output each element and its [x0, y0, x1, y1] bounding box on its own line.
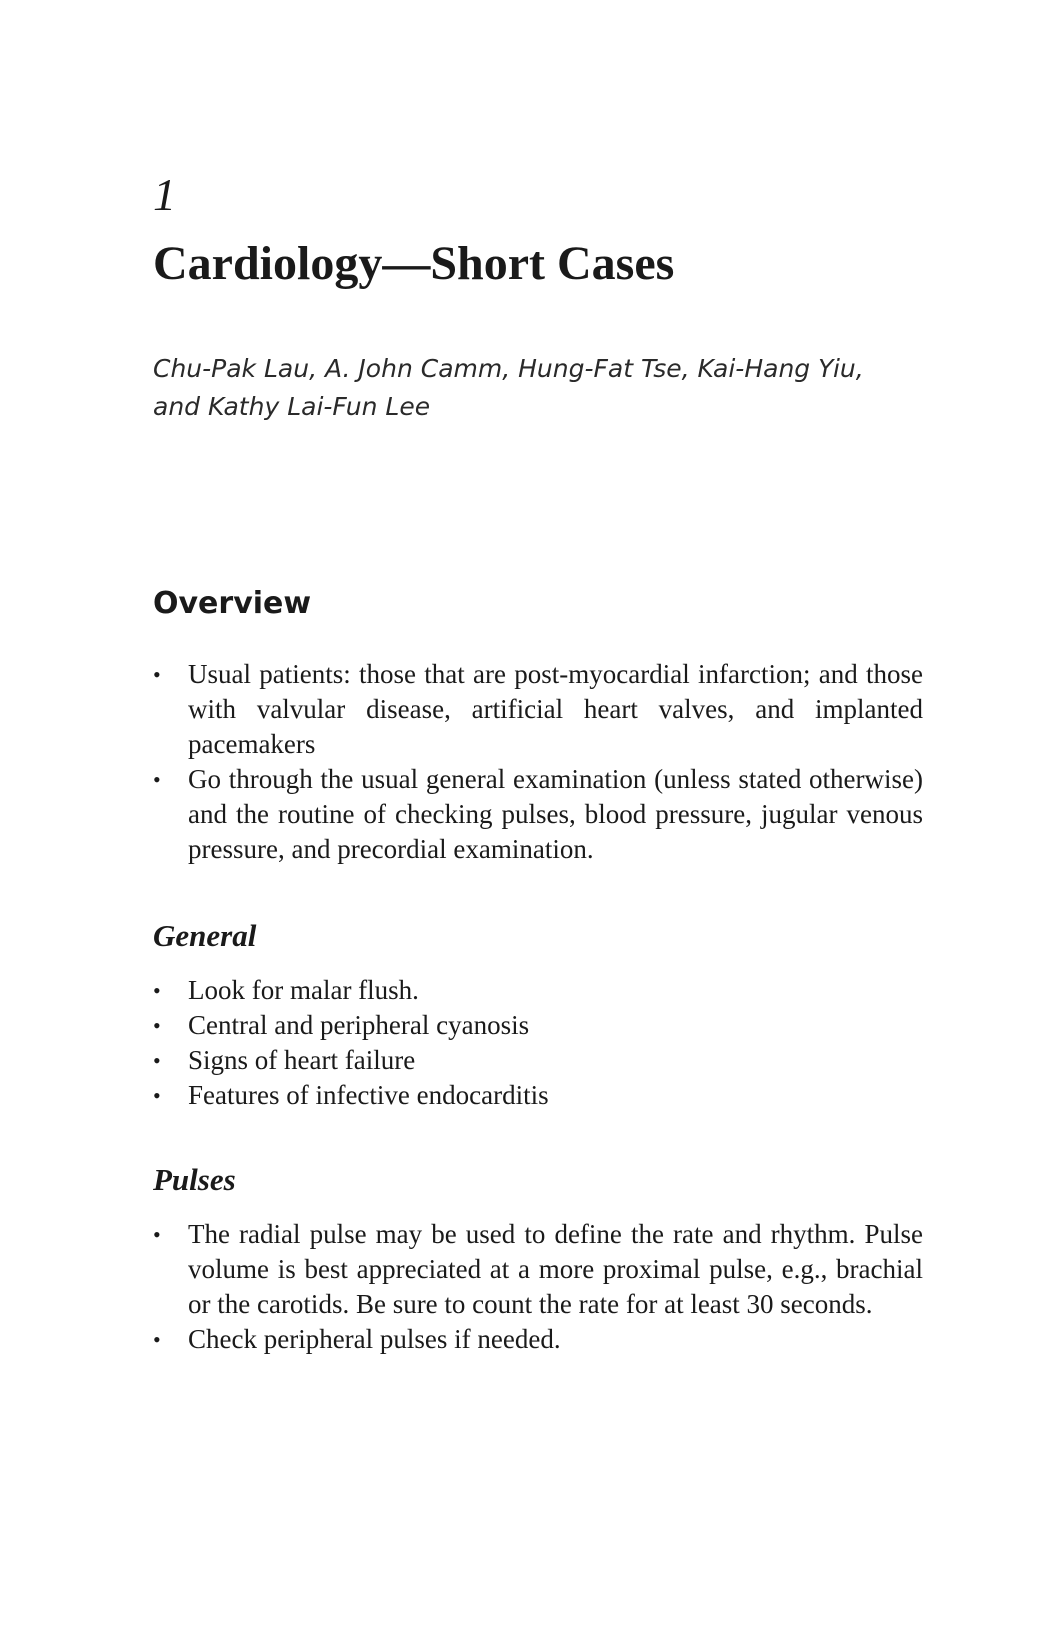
- list-item-text: Signs of heart failure: [188, 1045, 416, 1075]
- list-item-text: The radial pulse may be used to define the rate and rhythm. Pulse volume is best appreciated at a more proximal pulse, e.g., brachial or the carotids. Be sure to count the rate for at least 30 seconds.: [188, 1219, 923, 1319]
- list-item-text: Check peripheral pulses if needed.: [188, 1324, 561, 1354]
- list-item: [153, 1322, 923, 1357]
- list-item: [153, 1008, 923, 1043]
- list-item: [153, 762, 923, 867]
- bullet-icon: •: [153, 767, 161, 792]
- chapter-number: 1: [153, 169, 176, 220]
- list-item: [153, 657, 923, 762]
- bullet-icon: •: [153, 1083, 161, 1108]
- list-item-text: Look for malar flush.: [188, 975, 419, 1005]
- pulses-heading: Pulses: [153, 1162, 236, 1197]
- list-item: [153, 1217, 923, 1322]
- bullet-icon: •: [153, 662, 161, 687]
- bullet-icon: •: [153, 1222, 161, 1247]
- list-item: [153, 1078, 923, 1113]
- bullet-icon: •: [153, 1013, 161, 1038]
- chapter-authors: Chu-Pak Lau, A. John Camm, Hung-Fat Tse, Kai-Hang Yiu, and Kathy Lai-Fun Lee: [153, 354, 864, 421]
- overview-list: [153, 657, 923, 867]
- list-item-text: Features of infective endocarditis: [188, 1080, 549, 1110]
- list-item: [153, 1043, 923, 1078]
- list-item-text: Usual patients: those that are post-myocardial infarction; and those with valvular disease, artificial heart valves, and implanted pacemakers: [188, 659, 923, 759]
- general-list: [153, 973, 923, 1113]
- overview-heading: Overview: [153, 586, 312, 621]
- general-heading: General: [153, 918, 257, 953]
- pulses-list: [153, 1217, 923, 1357]
- list-item-text: Central and peripheral cyanosis: [188, 1010, 530, 1040]
- bullet-icon: •: [153, 1327, 161, 1352]
- chapter-title: Cardiology—Short Cases: [153, 237, 675, 290]
- list-item-text: Go through the usual general examination (unless stated otherwise) and the routine of checking pulses, blood pressure, jugular venous pressure, and precordial examination.: [188, 764, 923, 864]
- list-item: [153, 973, 923, 1008]
- bullet-icon: •: [153, 978, 161, 1003]
- bullet-icon: •: [153, 1048, 161, 1073]
